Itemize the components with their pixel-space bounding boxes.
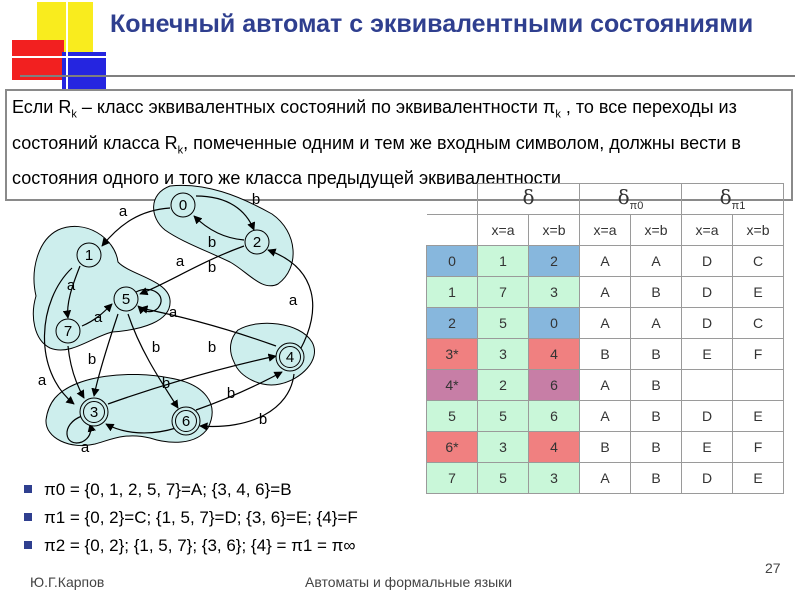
state-cell: 7 bbox=[427, 462, 478, 493]
table-row bbox=[427, 400, 784, 431]
column-header: x=a bbox=[478, 214, 529, 245]
edge-label: b bbox=[207, 259, 217, 276]
column-header: x=a bbox=[580, 214, 631, 245]
table-cell: 1 bbox=[478, 245, 529, 276]
state-cell: 4* bbox=[427, 369, 478, 400]
state-cell: 6* bbox=[427, 431, 478, 462]
table-cell: B bbox=[631, 400, 682, 431]
table-cell: 4 bbox=[529, 431, 580, 462]
table-body bbox=[427, 245, 784, 493]
column-header: x=b bbox=[733, 214, 784, 245]
state-6 bbox=[172, 407, 200, 435]
column-header: x=b bbox=[631, 214, 682, 245]
table-cell: B bbox=[631, 462, 682, 493]
table-cell: 4 bbox=[529, 338, 580, 369]
table-cell bbox=[733, 369, 784, 400]
edge-label: b bbox=[207, 339, 217, 356]
svg-text:1: 1 bbox=[84, 247, 94, 264]
svg-text:4: 4 bbox=[285, 349, 295, 366]
rule-sub: k bbox=[177, 144, 184, 157]
state-cell: 0 bbox=[427, 245, 478, 276]
table-cell: E bbox=[733, 462, 784, 493]
table-row bbox=[427, 307, 784, 338]
table-cell: B bbox=[580, 338, 631, 369]
table-cell: F bbox=[733, 431, 784, 462]
edge-label: b bbox=[258, 411, 268, 428]
edge-label: a bbox=[288, 292, 298, 309]
table-cell: B bbox=[631, 431, 682, 462]
deco-square-red bbox=[12, 40, 64, 80]
table-cell: 3 bbox=[478, 338, 529, 369]
state-0 bbox=[171, 193, 195, 217]
table-cell: E bbox=[682, 338, 733, 369]
table-cell: 0 bbox=[529, 307, 580, 338]
table-cell: A bbox=[580, 307, 631, 338]
table-corner bbox=[427, 184, 478, 215]
table-cell: D bbox=[682, 307, 733, 338]
state-5 bbox=[114, 287, 138, 311]
edge-label: b bbox=[151, 339, 161, 356]
svg-text:6: 6 bbox=[181, 413, 191, 430]
table-cell: 5 bbox=[478, 462, 529, 493]
table-cell: E bbox=[733, 400, 784, 431]
edge-label: b bbox=[251, 191, 261, 208]
table-cell: 3 bbox=[529, 276, 580, 307]
state-cell: 3* bbox=[427, 338, 478, 369]
header-delta-pi1: $\delta_{\pi 1}$ bbox=[682, 184, 784, 215]
table-cell: A bbox=[580, 462, 631, 493]
table-cell: B bbox=[631, 338, 682, 369]
table-cell: A bbox=[580, 400, 631, 431]
edge-label: b bbox=[161, 375, 171, 392]
list-item: π2 = {0, 2}; {1, 5, 7}; {3, 6}; {4} = π1 = π∞ bbox=[22, 532, 358, 560]
table-cell: 6 bbox=[529, 400, 580, 431]
deco-line-horizontal bbox=[8, 56, 108, 58]
table-cell: A bbox=[631, 307, 682, 338]
column-header: x=a bbox=[682, 214, 733, 245]
column-header: x=b bbox=[529, 214, 580, 245]
table-cell: C bbox=[733, 307, 784, 338]
table-cell: 3 bbox=[529, 462, 580, 493]
automaton-graph bbox=[0, 180, 420, 470]
state-cell: 5 bbox=[427, 400, 478, 431]
svg-text:3: 3 bbox=[89, 404, 99, 421]
transition-table bbox=[426, 183, 784, 494]
rule-sub: k bbox=[71, 108, 77, 121]
table-cell: A bbox=[580, 369, 631, 400]
edge-label: a bbox=[80, 439, 90, 456]
table-cell: 2 bbox=[478, 369, 529, 400]
footer-course: Автоматы и формальные языки bbox=[305, 574, 513, 590]
bullet-icon bbox=[24, 513, 32, 521]
rule-sub: k bbox=[555, 108, 561, 121]
table-column-header-row bbox=[427, 214, 784, 245]
state-cell: 1 bbox=[427, 276, 478, 307]
rule-part: , помеченные одним и тем же входным символом, должны вести в состояния одного и того же класса предыдущей эквивалентности bbox=[12, 132, 741, 189]
state-cell: 2 bbox=[427, 307, 478, 338]
table-cell: B bbox=[580, 431, 631, 462]
list-item: π1 = {0, 2}=C; {1, 5, 7}=D; {3, 6}=E; {4}=F bbox=[22, 504, 358, 532]
edge-label: a bbox=[175, 253, 185, 270]
table-cell: 3 bbox=[478, 431, 529, 462]
list-item: π0 = {0, 1, 2, 5, 7}=A; {3, 4, 6}=B bbox=[22, 476, 358, 504]
svg-text:5: 5 bbox=[121, 291, 131, 308]
state-3 bbox=[80, 398, 108, 426]
state-2 bbox=[245, 230, 269, 254]
table-cell: D bbox=[682, 462, 733, 493]
state-7 bbox=[56, 319, 80, 343]
table-row bbox=[427, 431, 784, 462]
equivalence-list bbox=[22, 476, 358, 560]
edge-label: a bbox=[93, 309, 103, 326]
table-cell: B bbox=[631, 369, 682, 400]
header-delta-pi0: $\delta_{\pi 0}$ bbox=[580, 184, 682, 215]
table-cell: B bbox=[631, 276, 682, 307]
state-4 bbox=[276, 343, 304, 371]
rule-part: Если R bbox=[12, 97, 72, 117]
table-corner bbox=[427, 214, 478, 245]
edge-label: a bbox=[118, 203, 128, 220]
rule-part: , то все переходы из состояний класса R bbox=[12, 97, 737, 153]
table-cell: 5 bbox=[478, 307, 529, 338]
edge-label: a bbox=[168, 304, 178, 321]
title-divider bbox=[20, 75, 795, 77]
table-cell: A bbox=[580, 245, 631, 276]
table-cell: 7 bbox=[478, 276, 529, 307]
edge-label: a bbox=[37, 372, 47, 389]
rule-text bbox=[12, 93, 792, 192]
table-cell bbox=[682, 369, 733, 400]
bullet-icon bbox=[24, 485, 32, 493]
footer-author: Ю.Г.Карпов bbox=[30, 574, 105, 590]
edge-label: a bbox=[66, 277, 76, 294]
table-cell: C bbox=[733, 245, 784, 276]
table-cell: A bbox=[580, 276, 631, 307]
table-row bbox=[427, 245, 784, 276]
state-1 bbox=[77, 243, 101, 267]
table-cell: 6 bbox=[529, 369, 580, 400]
table-cell: 5 bbox=[478, 400, 529, 431]
svg-text:7: 7 bbox=[63, 323, 73, 340]
svg-text:0: 0 bbox=[178, 197, 188, 214]
table-cell: D bbox=[682, 400, 733, 431]
rule-part: – класс эквивалентных состояний по эквивалентности π bbox=[76, 97, 556, 117]
table-row bbox=[427, 276, 784, 307]
table-cell: 2 bbox=[529, 245, 580, 276]
deco-line-vertical bbox=[66, 0, 68, 98]
edge-label: b bbox=[207, 234, 217, 251]
table-cell: D bbox=[682, 245, 733, 276]
page-title: Конечный автомат с эквивалентными состояниями bbox=[110, 10, 754, 38]
table-cell: E bbox=[733, 276, 784, 307]
table-cell: E bbox=[682, 431, 733, 462]
edge-label: b bbox=[226, 385, 236, 402]
table-row bbox=[427, 462, 784, 493]
table-group-header-row bbox=[427, 184, 784, 215]
table-cell: A bbox=[631, 245, 682, 276]
table-row bbox=[427, 338, 784, 369]
table-row bbox=[427, 369, 784, 400]
bullet-icon bbox=[24, 541, 32, 549]
class-blob-157 bbox=[33, 226, 170, 350]
header-delta: δ bbox=[478, 184, 580, 215]
footer-page-number: 27 bbox=[765, 560, 781, 576]
svg-text:2: 2 bbox=[252, 234, 262, 251]
table-cell: F bbox=[733, 338, 784, 369]
table-cell: D bbox=[682, 276, 733, 307]
edge-label: b bbox=[87, 351, 97, 368]
